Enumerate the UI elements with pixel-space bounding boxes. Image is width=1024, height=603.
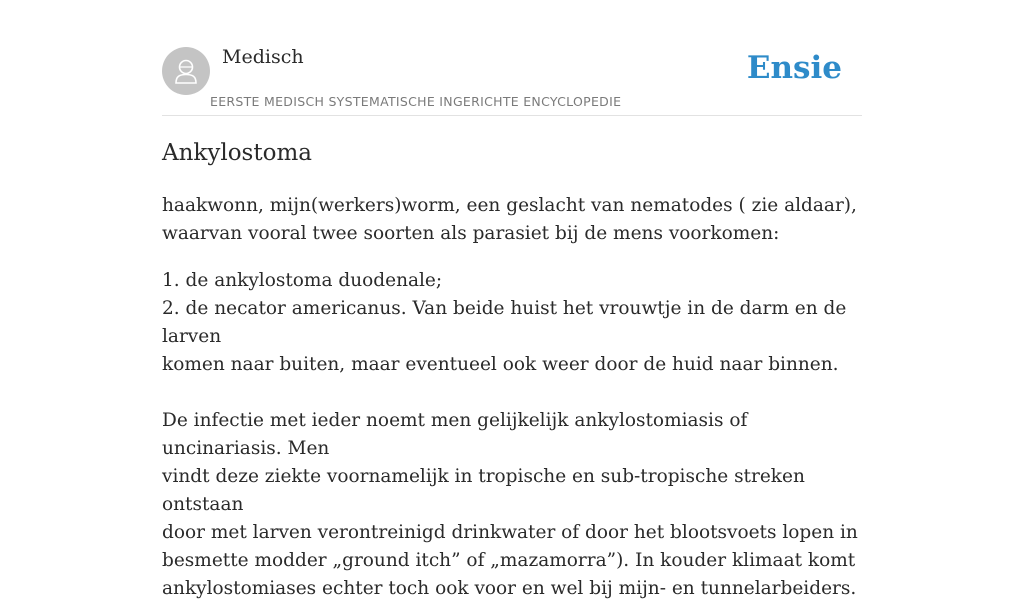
list-item: 2. de necator americanus. Van beide huist het vrouwtje in de darm en de larven — [162, 298, 847, 347]
user-icon — [162, 47, 210, 95]
publication-avatar[interactable] — [162, 47, 210, 95]
text-line: De infectie met ieder noemt men gelijkelijk ankylostomiasis of uncinariasis. Men — [162, 410, 748, 459]
ensie-logo[interactable]: Ensie — [746, 50, 842, 86]
list-item: 1. de ankylostoma duodenale; — [162, 270, 443, 291]
article-body — [162, 192, 862, 603]
text-line: komen naar buiten, maar eventueel ook weer door de huid naar binnen. — [162, 354, 839, 375]
text-line: door met larven verontreinigd drinkwater of door het blootsvoets lopen in — [162, 522, 858, 543]
numbered-list — [162, 267, 862, 379]
body-paragraph — [162, 407, 862, 603]
intro-paragraph — [162, 192, 862, 248]
text-line: besmette modder „ground itch” of „mazamorra”). In kouder klimaat komt — [162, 550, 856, 571]
article-title: Ankylostoma — [162, 140, 312, 166]
publication-subtitle: EERSTE MEDISCH SYSTEMATISCHE INGERICHTE ENCYCLOPEDIE — [210, 94, 622, 109]
text-line: waarvan vooral twee soorten als parasiet bij de mens voorkomen: — [162, 223, 780, 244]
header-divider — [162, 115, 862, 116]
text-line: haakwonn, mijn(werkers)worm, een geslacht van nematodes ( zie aldaar), — [162, 195, 857, 216]
text-line: ankylostomiases echter toch ook voor en wel bij mijn- en tunnelarbeiders. — [162, 578, 857, 599]
text-line: vindt deze ziekte voornamelijk in tropische en sub-tropische streken ontstaan — [162, 466, 805, 515]
publication-name[interactable]: Medisch — [222, 46, 304, 68]
